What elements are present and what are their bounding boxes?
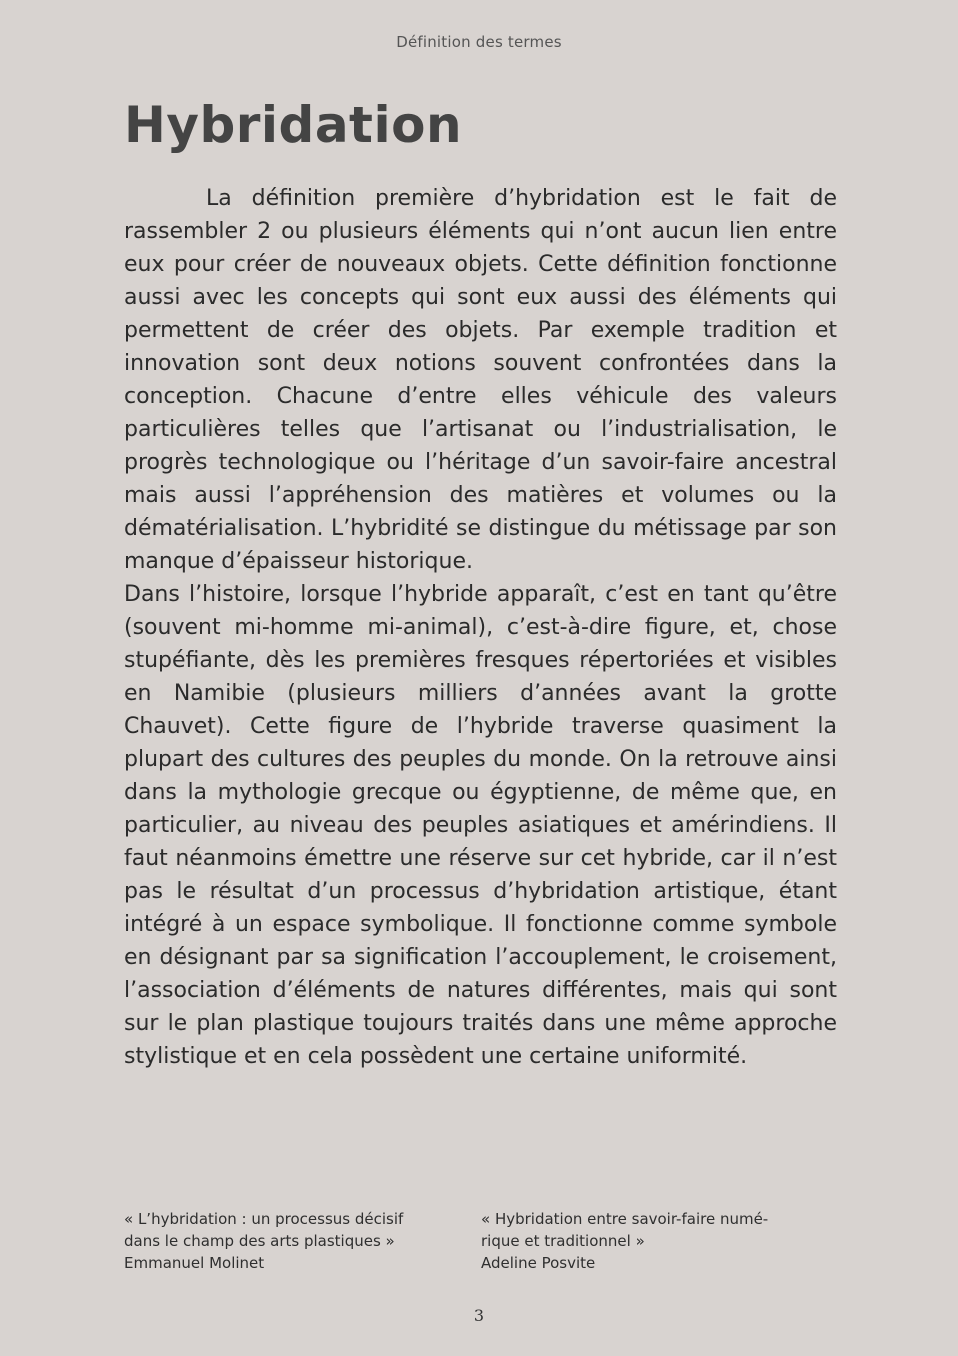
page-title: Hybridation bbox=[124, 96, 463, 154]
citation-posvite bbox=[481, 1208, 811, 1274]
citation-title-line: « L’hybridation : un processus décisif bbox=[124, 1210, 404, 1228]
paragraph-definition: La définition première d’hybridation est le fait de rassembler 2 ou plusieurs éléments qui n’ont aucun lien entre eux pour créer de nouveaux objets. Cette définition fonctionne aussi avec les concepts qui sont eux aussi des éléments qui permettent de créer des objets. Par exemple tradition et innovation sont deux notions souvent confrontées dans la conception. Chacune d’entre elles véhicule des valeurs particulières telles que l’artisanat ou l’industrialisation, le progrès technologique ou l’héritage d’un savoir-faire ancestral mais aussi l’appréhension des matières et volumes ou la dématérialisation. L’hybridité se distingue du métissage par son manque d’épaisseur historique. bbox=[124, 186, 837, 574]
citation-author: Emmanuel Molinet bbox=[124, 1254, 265, 1272]
citation-title-line: dans le champ des arts plastiques » bbox=[124, 1232, 395, 1250]
citation-title-line: « Hybridation entre savoir-faire numé- bbox=[481, 1210, 769, 1228]
paragraph-history: Dans l’histoire, lorsque l’hybride apparaît, c’est en tant qu’être (souvent mi-homme mi-animal), c’est-à-dire figure, et, chose stupéfiante, dès les premières fresques répertoriées et visibles en Namibie (plusieurs milliers d’années avant la grotte Chauvet). Cette figure de l’hybride traverse quasiment la plupart des cultures des peuples du monde. On la retrouve ainsi dans la mythologie grecque ou égyptienne, de même que, en particulier, au niveau des peuples asiatiques et amérindiens. Il faut néanmoins émettre une réserve sur cet hybride, car il n’est pas le résultat d’un processus d’hybridation artistique, étant intégré à un espace symbolique. Il fonctionne comme symbole en désignant par sa signification l’accouplement, le croisement, l’association d’éléments de natures différentes, mais qui sont sur le plan plastique toujours traités dans une même approche stylistique et en cela possèdent une certaine uniformité. bbox=[124, 582, 837, 1069]
citation-title-line: rique et traditionnel » bbox=[481, 1232, 645, 1250]
citation-author: Adeline Posvite bbox=[481, 1254, 596, 1272]
citation-molinet bbox=[124, 1208, 454, 1274]
body-text bbox=[124, 182, 837, 1073]
running-header: Définition des termes bbox=[396, 33, 562, 51]
page-number: 3 bbox=[473, 1306, 485, 1325]
